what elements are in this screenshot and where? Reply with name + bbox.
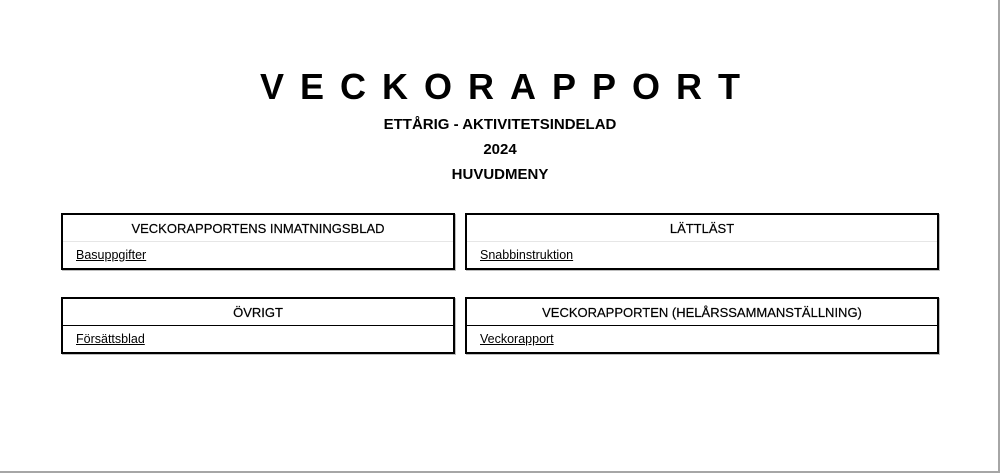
section-body xyxy=(467,326,937,352)
link-veckorapport[interactable]: Veckorapport xyxy=(480,332,554,346)
section-heading: VECKORAPPORTENS INMATNINGSBLAD xyxy=(63,215,453,242)
link-forsattsblad[interactable]: Försättsblad xyxy=(76,332,145,346)
section-easy-read xyxy=(465,213,939,270)
section-body xyxy=(467,242,937,268)
link-basuppgifter[interactable]: Basuppgifter xyxy=(76,248,147,262)
section-other xyxy=(61,297,455,354)
main-menu-heading: HUVUDMENY xyxy=(451,166,549,183)
section-body xyxy=(63,242,453,268)
section-heading: LÄTTLÄST xyxy=(467,215,937,242)
section-annual-summary xyxy=(465,297,939,354)
page-subtitle: ETTÅRIG - AKTIVITETSINDELAD xyxy=(383,116,617,133)
section-heading: ÖVRIGT xyxy=(63,299,453,326)
section-body xyxy=(63,326,453,352)
page-title: VECKORAPPORT xyxy=(259,66,757,107)
section-input-sheets xyxy=(61,213,455,270)
year-label: 2024 xyxy=(483,141,517,158)
section-heading: VECKORAPPORTEN (HELÅRSSAMMANSTÄLLNING) xyxy=(467,299,937,326)
link-snabbinstruktion[interactable]: Snabbinstruktion xyxy=(480,248,574,262)
